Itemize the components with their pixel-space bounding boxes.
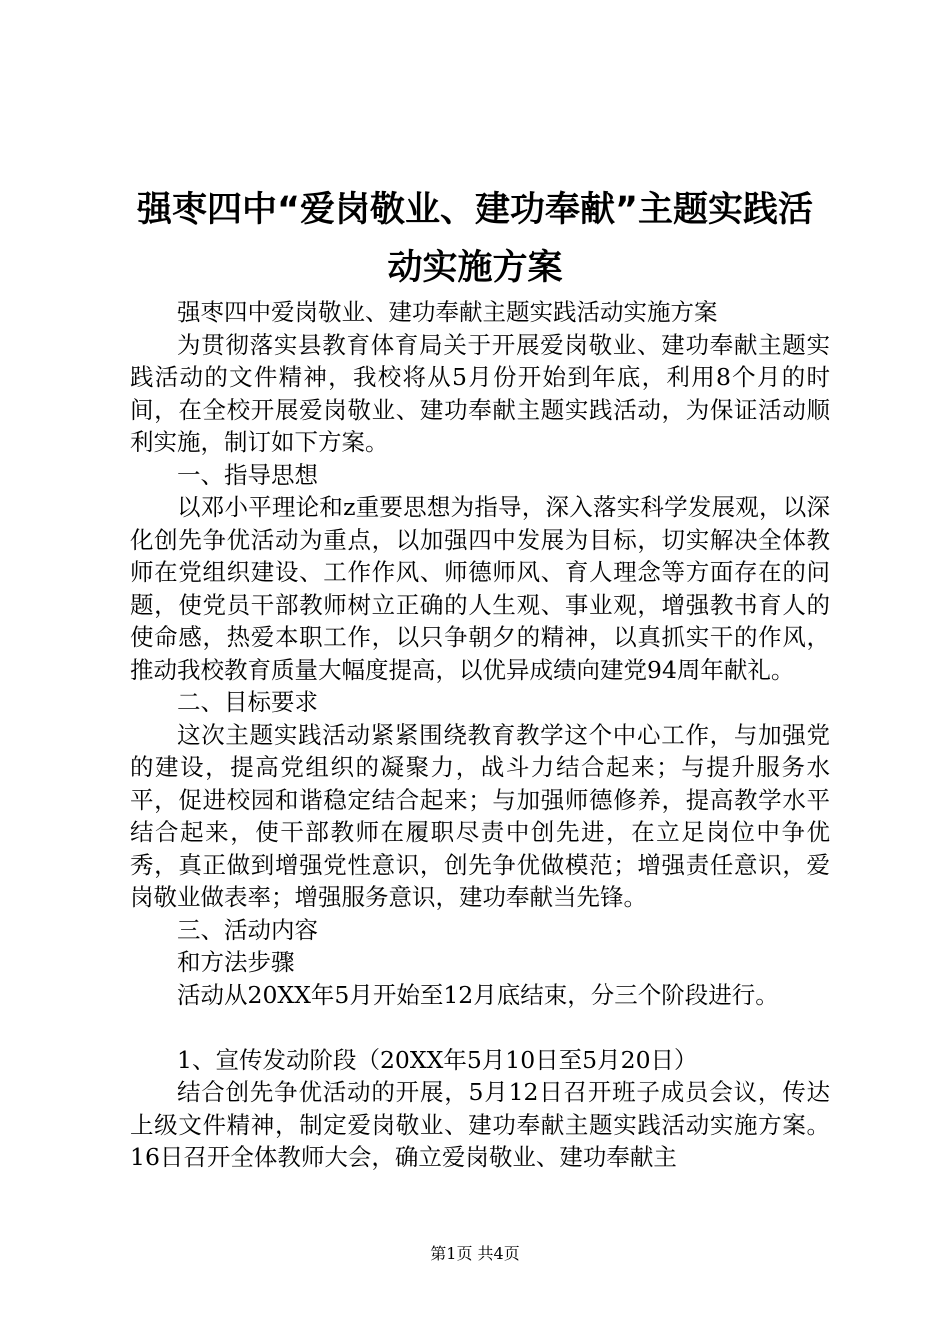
document-body [130, 296, 830, 1174]
activity-schedule-paragraph: 活动从20XX年5月开始至12月底结束，分三个阶段进行。 [177, 980, 779, 1009]
guiding-ideology-paragraph: 以邓小平理论和z重要思想为指导，深入落实科学发展观，以深化创先争优活动为重点，以加强四中发展为目标，切实解决全体教师在党组织建设、工作作风、师德师风、育人理念等方面存在的问题，使党员干部教师树立正确的人生观、事业观，增强教书育人的使命感，热爱本职工作，以只争朝夕的精神，以真抓实干的作风，推动我校教育质量大幅度提高，以优异成绩向建党94周年献礼。 [130, 493, 830, 684]
objectives-paragraph: 这次主题实践活动紧紧围绕教育教学这个中心工作，与加强党的建设，提高党组织的凝聚力，战斗力结合起来；与提升服务水平，促进校园和谐稳定结合起来；与加强师德修养，提高教学水平结合起来，使干部教师在履职尽责中创先进，在立足岗位中争优秀，真正做到增强党性意识，创先争优做模范；增强责任意识，爱岗敬业做表率；增强服务意识，建功奉献当先锋。 [130, 720, 830, 911]
section-heading-objectives: 二、目标要求 [177, 688, 318, 716]
section-heading-activity-content: 三、活动内容 [177, 915, 318, 944]
document-title-line-1: 强枣四中“爱岗敬业、建功奉献”主题实践活 [136, 190, 813, 230]
document-title-line-2: 动实施方案 [387, 248, 563, 288]
section-heading-guiding-ideology: 一、指导思想 [177, 460, 318, 489]
page-number-footer: 第1页 共4页 [430, 1244, 520, 1263]
blank-line [130, 1011, 830, 1044]
subtitle-paragraph: 强枣四中爱岗敬业、建功奉献主题实践活动实施方案 [177, 298, 718, 326]
stage-one-heading: 1、宣传发动阶段（20XX年5月10日至5月20日） [177, 1045, 698, 1074]
intro-paragraph: 为贯彻落实县教育体育局关于开展爱岗敬业、建功奉献主题实践活动的文件精神，我校将从5月份开始到年底，利用8个月的时间，在全校开展爱岗敬业、建功奉献主题实践活动，为保证活动顺利实施，制订如下方案。 [130, 330, 830, 456]
section-heading-continuation: 和方法步骤 [177, 948, 295, 976]
stage-one-paragraph: 结合创先争优活动的开展，5月12日召开班子成员会议，传达上级文件精神，制定爱岗敬业、建功奉献主题实践活动实施方案。16日召开全体教师大会，确立爱岗敬业、建功奉献主 [130, 1078, 830, 1171]
